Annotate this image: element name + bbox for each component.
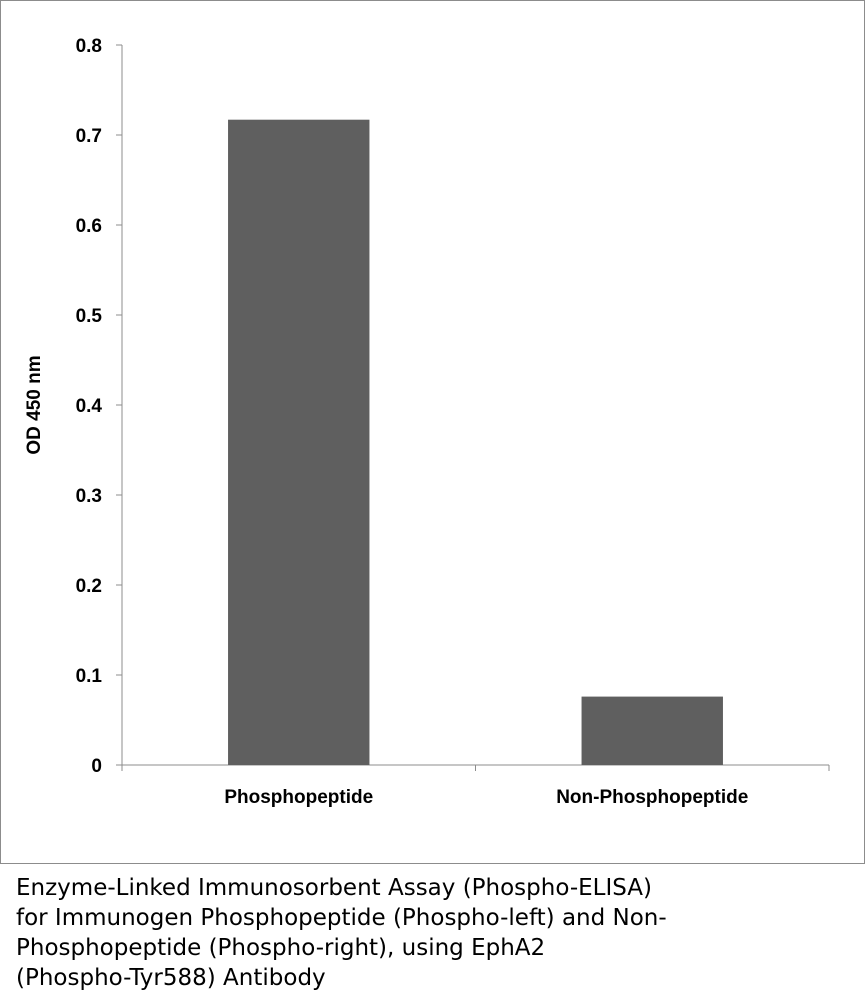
axes — [116, 45, 829, 771]
y-tick-label: 0.3 — [75, 486, 102, 507]
y-tick-label: 0.8 — [75, 36, 102, 57]
y-tick-label: 0.7 — [75, 126, 102, 147]
x-category-label: Phosphopeptide — [224, 787, 374, 808]
y-tick-label: 0.1 — [75, 666, 102, 687]
x-category-label: Non-Phosphopeptide — [556, 787, 749, 808]
bar-chart — [1, 1, 864, 863]
bar — [582, 697, 723, 765]
caption-line: Phosphopeptide (Phospho-right), using EphA2 — [16, 935, 546, 961]
y-tick-label: 0.5 — [75, 306, 102, 327]
axis-labels — [24, 36, 748, 808]
caption-line: Enzyme-Linked Immunosorbent Assay (Phospho-ELISA) — [16, 875, 653, 901]
figure-caption — [16, 873, 836, 993]
bar — [228, 120, 369, 765]
caption-line: (Phospho-Tyr588) Antibody — [16, 965, 326, 991]
y-axis-title: OD 450 nm — [24, 355, 45, 455]
y-tick-label: 0.6 — [75, 216, 102, 237]
y-tick-label: 0 — [91, 756, 102, 777]
y-tick-label: 0.2 — [75, 576, 102, 597]
bars — [228, 120, 723, 765]
caption-line: for Immunogen Phosphopeptide (Phospho-left) and Non- — [16, 905, 667, 931]
y-tick-label: 0.4 — [75, 396, 102, 417]
